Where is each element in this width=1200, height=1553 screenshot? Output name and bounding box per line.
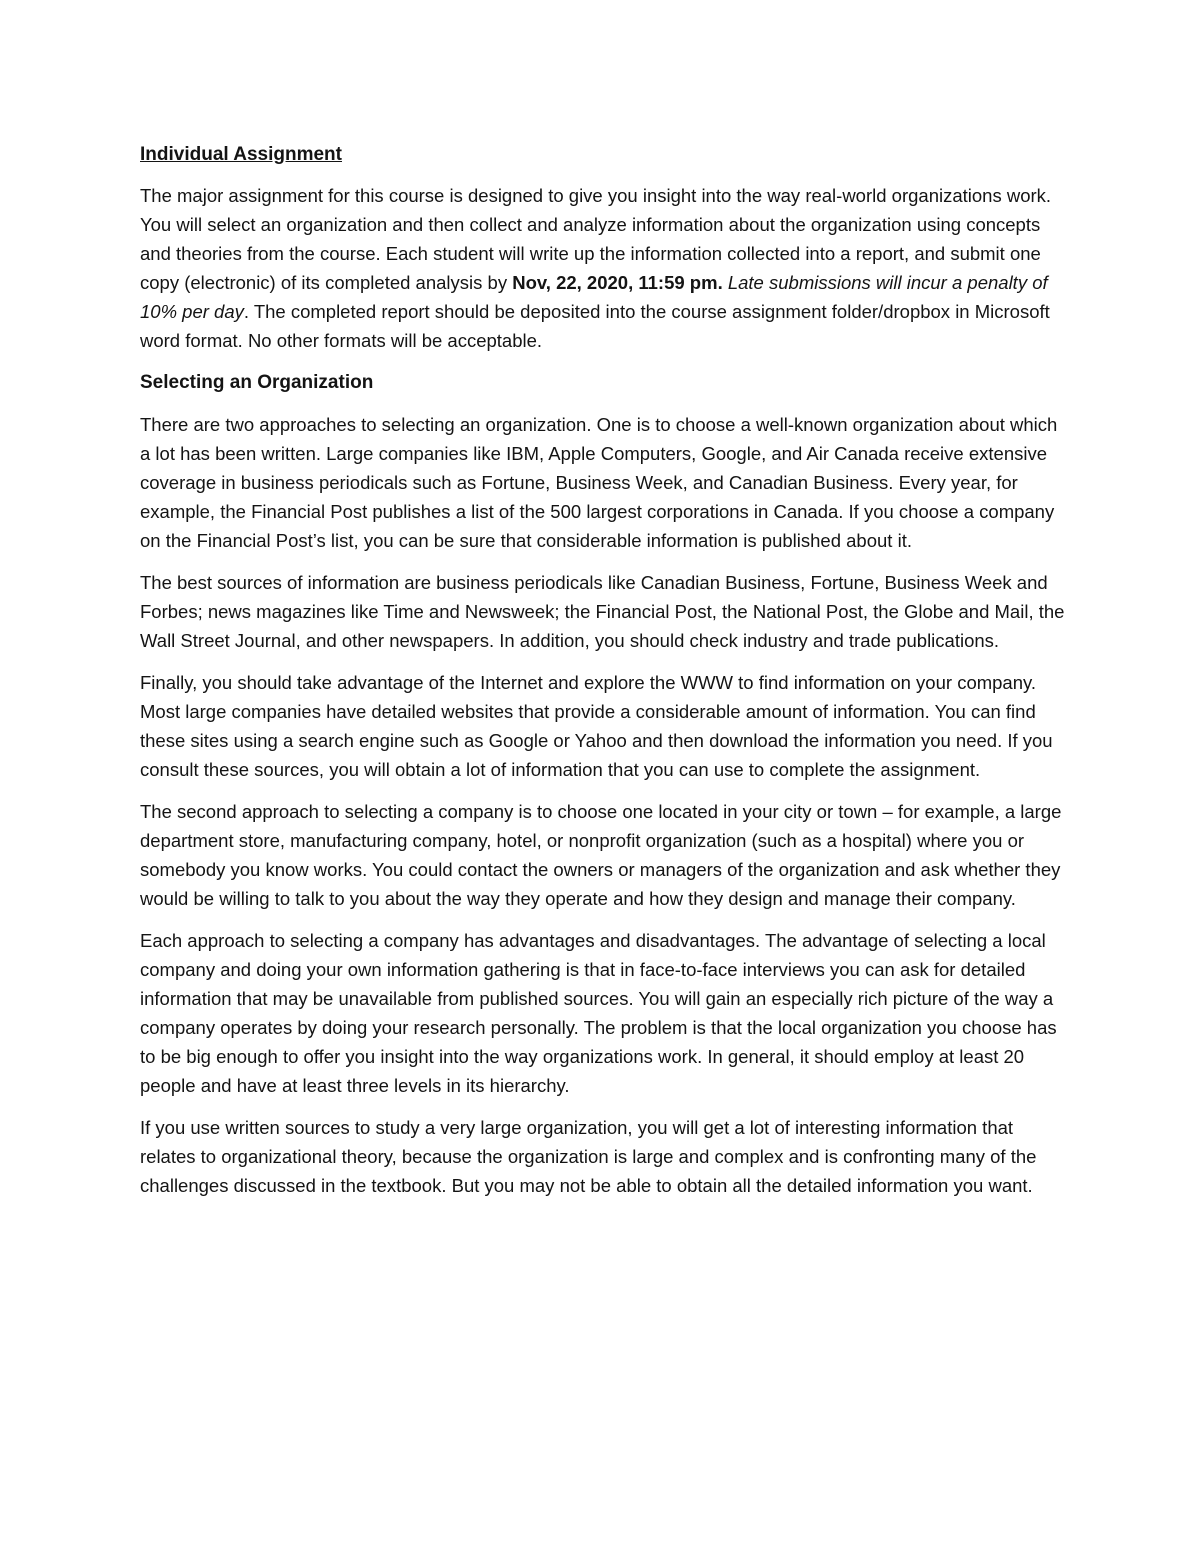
paragraph-written-sources: If you use written sources to study a very large organization, you will get a lot of interesting information that relates to organizational theory, because the organization is large and complex and is confronting many of the challenges discussed in the textbook. But you may not be able to obtain all the detailed information you want. bbox=[140, 1117, 1037, 1196]
intro-text-2: . bbox=[717, 272, 728, 293]
intro-text-1: The major assignment for this course is designed to give you insight into the way real-world organizations work. You will select an organization and then collect and analyze information about the organization using concepts and theories from the course. Each student will write up the information collected into a report, and submit one copy (electronic) of its completed analysis by bbox=[140, 185, 1052, 293]
document-page bbox=[140, 140, 1070, 1213]
document-title: Individual Assignment bbox=[140, 144, 342, 165]
intro-text-3: . The completed report should be deposited into the course assignment folder/dropbox in Microsoft word format. No other formats will be acceptable. bbox=[140, 301, 1050, 351]
paragraph-sources: The best sources of information are business periodicals like Canadian Business, Fortune, Business Week and Forbes; news magazines like Time and Newsweek; the Financial Post, the National Post, the Globe and Mail, the Wall Street Journal, and other newspapers. In addition, you should check industry and trade publications. bbox=[140, 572, 1065, 651]
paragraph-internet: Finally, you should take advantage of the Internet and explore the WWW to find information on your company. Most large companies have detailed websites that provide a considerable amount of information. You can find these sites using a search engine such as Google or Yahoo and then download the information you need. If you consult these sources, you will obtain a lot of information that you can use to complete the assignment. bbox=[140, 672, 1053, 780]
paragraph-second-approach: The second approach to selecting a company is to choose one located in your city or town – for example, a large department store, manufacturing company, hotel, or nonprofit organization (such as a hospital) where you or somebody you know works. You could contact the owners or managers of the organization and ask whether they would be willing to talk to you about the way they operate and how they design and manage their company. bbox=[140, 801, 1062, 909]
deadline-text: Nov, 22, 2020, 11:59 pm bbox=[512, 272, 718, 293]
penalty-text: Late submissions will incur a penalty of 10% per day bbox=[140, 272, 1048, 322]
section-heading: Selecting an Organization bbox=[140, 372, 374, 393]
paragraph-advantages: Each approach to selecting a company has advantages and disadvantages. The advantage of selecting a local company and doing your own information gathering is that in face-to-face interviews you can ask for detailed information that may be unavailable from published sources. You will gain an especially rich picture of the way a company operates by doing your research personally. The problem is that the local organization you choose has to be big enough to offer you insight into the way organizations work. In general, it should employ at least 20 people and have at least three levels in its hierarchy. bbox=[140, 930, 1057, 1096]
intro-paragraph bbox=[140, 181, 1070, 355]
paragraph-approaches: There are two approaches to selecting an organization. One is to choose a well-known organization about which a lot has been written. Large companies like IBM, Apple Computers, Google, and Air Canada receive extensive coverage in business periodicals such as Fortune, Business Week, and Canadian Business. Every year, for example, the Financial Post publishes a list of the 500 largest corporations in Canada. If you choose a company on the Financial Post’s list, you can be sure that considerable information is published about it. bbox=[140, 414, 1058, 551]
